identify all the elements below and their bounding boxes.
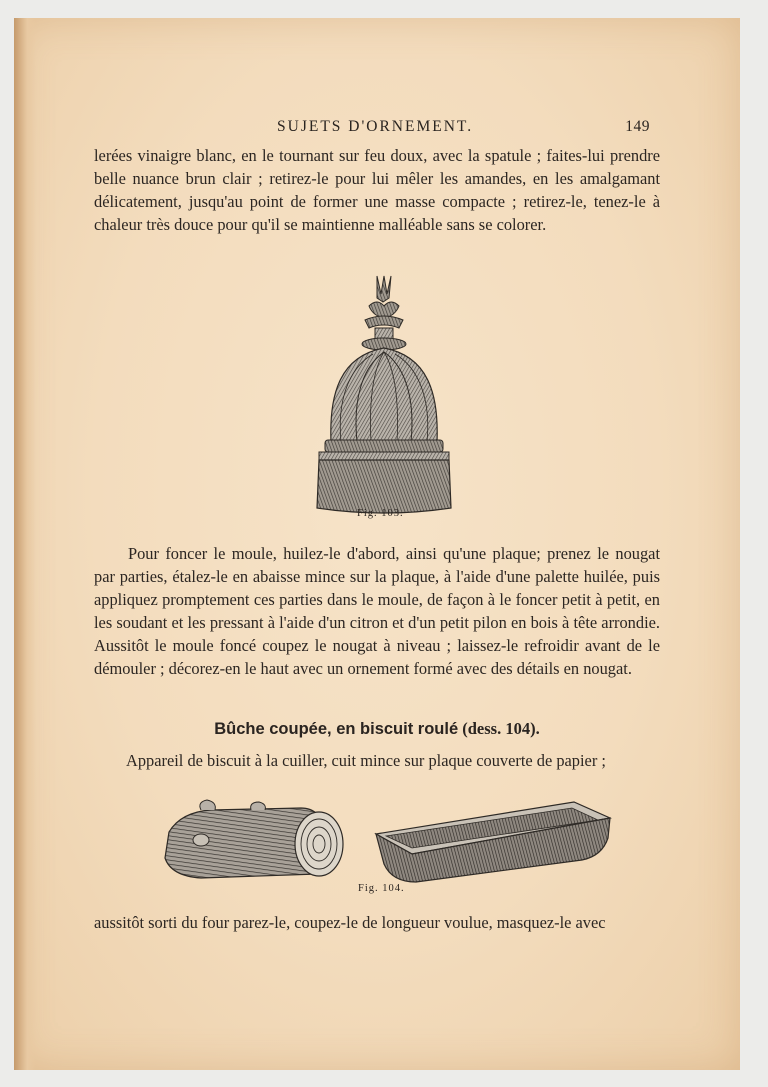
log-cake-illustration: [161, 798, 345, 884]
section-heading-title: Bûche coupée, en biscuit roulé: [214, 720, 459, 738]
paragraph-2: Pour foncer le moule, huilez-le d'abord, ainsi qu'une plaque; prenez le nougat par parties, étalez-le en abaisse mince sur la plaque, à l'aide d'une palette huilée, puis appliquez promptement ces parties dans le moule, de façon à le foncer petit à petit, en les soudant et les pressant à l'aide d'un citron et d'un petit pilon en bois à tête arrondie. Aussitôt le moule foncé coupez le nougat à niveau ; laissez-le refroidir avant de le démouler ; décorez-en le haut avec un ornement formé avec des détails en nougat.: [94, 544, 660, 678]
page-number: 149: [625, 118, 650, 135]
figure-104-caption: Fig. 104.: [358, 883, 405, 894]
trough-mould-illustration: [372, 798, 612, 884]
running-head: [102, 118, 650, 140]
bell-mould-illustration: [311, 272, 457, 518]
page-spine-shadow: [14, 18, 36, 1070]
paragraph-3: Appareil de biscuit à la cuiller, cuit mince sur plaque couverte de papier ;: [126, 751, 606, 770]
book-page: [14, 18, 740, 1070]
running-head-title: SUJETS D'ORNEMENT.: [277, 118, 474, 135]
section-heading: [94, 719, 660, 739]
paragraph-4: aussitôt sorti du four parez-le, coupez-le de longueur voulue, masquez-le avec: [94, 913, 606, 932]
figure-103-caption: Fig. 103.: [357, 508, 404, 519]
paragraph-1: lerées vinaigre blanc, en le tournant sur feu doux, avec la spatule ; faites-lui prendre belle nuance brun clair ; retirez-le pour lui mêler les amandes, en les amalgamant délicatement, jusqu'au point de former une masse compacte ; retirez-le, tenez-le à chaleur très douce pour qu'il se maintienne malléable sans se colorer.: [94, 146, 660, 234]
section-heading-reference: (dess. 104).: [458, 719, 540, 738]
